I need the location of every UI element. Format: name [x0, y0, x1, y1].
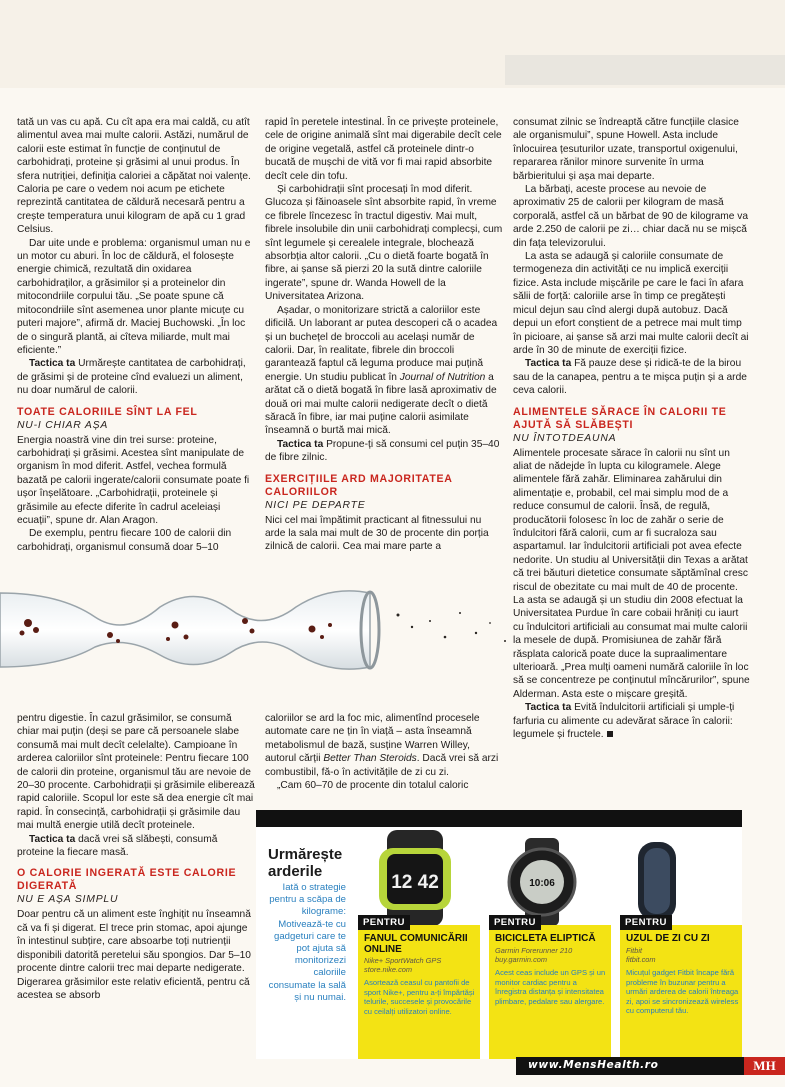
tactica-paragraph: [265, 438, 503, 465]
section-subheading: NU ÎNTOTDEAUNA: [513, 432, 617, 444]
card-body: Asortează ceasul cu pantofii de sport Nike+, pentru a-ți împărtăși telurile, succesele și provocările cu ceilalți utilizatori online.: [364, 978, 475, 1016]
section-subheading: NICI PE DEPARTE: [265, 499, 366, 511]
tactica-label: Tactica ta: [277, 438, 324, 450]
tactica-text: Propune-ți să consumi cel puțin 35–40 de fibre zilnic.: [265, 438, 500, 464]
paragraph: Dar uite unde e problema: organismul uman nu e un motor cu aburi. În loc de căldură, el folosește energie chimică, rezultată din oxidarea carbohidraților, a grăsimilor și a proteinelor din mitocondriile corpului tău. „Se poate spune că mitocondriile sînt asemenea unor plante micuțe cu puteri majore”, afirmă dr. Maciej Buchowski. „În loc de o singură plantă, ai cîteva miliarde, mult mai eficiente.”: [17, 237, 251, 356]
book-title: Better Than Steroids: [323, 753, 417, 765]
column-2: [265, 116, 503, 554]
tactica-paragraph: [17, 833, 255, 860]
garmin-watch-image: [497, 838, 587, 926]
section-heading: EXERCIȚIILE ARD MAJORITATEA CALORIILOR: [265, 472, 453, 498]
card-name: BICICLETA ELIPTICĂ: [495, 933, 596, 944]
tactica-paragraph: [513, 357, 751, 397]
tactica-label: Tactica ta: [525, 702, 572, 714]
paragraph: Alimentele procesate sărace în calorii nu sînt un aliat de nădejde în lupta cu kilogramele. Alege alimentele fără zahăr. Eliminarea zahărului din alimentație e, probabil, cel mai simplu mod de a reduce consumul de calorii. Însă, de regulă, producătorii folosesc în loc de zahăr o serie de îndulcitori fără calorii, cum ar fi sucraloza sau aspartamul. Iar îndulcitorii artificiali pot avea efecte nedorite. Un studiu al Universității din Texas a arătat că trei băuturi dietetice consumate săptămînal cresc riscul de obezitate cu mai mult de 40 de procente. La asta se adaugă și un studiu din 2008 efectuat la Universitatea Purdue în care cobaii hrăniți cu iaurt cu îndulcitori artificiali au consumat mai multe calorii la mesele de după. Promisiunea de zahăr fără răsplata calorică poate duce la supraalimentare ulterioară. „Prea mulți oameni numără caloriile în loc să se concentreze pe conținutul mîncărurilor”, spune Alderman. Asta este o mișcare greșită.: [513, 447, 750, 700]
card-tag: PENTRU: [489, 915, 541, 930]
tube-illustration: [0, 575, 520, 685]
card-body: Micuțul gadget Fitbit încape fără probleme în buzunar pentru a urmări arderea de calorii întreaga zi, apoi se sincronizează wireless cu computerul tău.: [626, 968, 739, 1015]
tactica-paragraph: [513, 701, 751, 741]
card-product: Nike+ SportWatch GPS: [364, 956, 442, 965]
paragraph: Nici cel mai împătimit practicant al fitnessului nu arde la sala mai mult de 30 de procente din porția zilnică de calorii. Cea mai mare parte a: [265, 514, 489, 553]
fitbit-image: [628, 838, 688, 924]
tactica-text: Urmărește cantitatea de carbohidrați, de grăsimi și de proteine cînd evaluezi un aliment, nu doar numărul de calorii.: [17, 358, 246, 397]
sidebar-description: Iată o strategie pentru a scăpa de kilograme: Motivează-te cu gadgeturi care te pot ajuta să monitorizezi caloriile consumate la sală și nu numai.: [268, 882, 346, 1003]
paragraph: rapid în peretele intestinal. În ce privește proteinele, cele de origine animală sînt mai digerabile decît cele de origine vegetală, astfel că proteinele dintr-o bucată de mușchi de vită vor fi mai rapid absorbite decît cele din tofu.: [265, 117, 502, 182]
tactica-text: Fă pauze dese și ridică-te de la birou sau de la canapea, pentru a te mișca puțin și a arde ceva calorii.: [513, 358, 747, 397]
column-4: [17, 712, 255, 1002]
paragraph: Energia noastră vine din trei surse: proteine, carbohidrați și grăsimi. Acestea sînt manipulate de organism în mod diferit. Astfel, vechea formulă bazată pe calorii ingerate/calorii consumate poate fi ușor înșelătoare. „Carbohidrații, proteinele și grăsimile au efecte diferite în cadrul aceleiași ecuații”, spune dr. Alan Aragon.: [17, 434, 250, 526]
section-subheading: NU E AȘA SIMPLU: [17, 894, 119, 906]
product-card-nike: [358, 917, 480, 1059]
section-heading: ALIMENTELE SĂRACE ÎN CALORII TE AJUTĂ SĂ SLĂBEȘTI: [513, 405, 727, 431]
watch-display-text: 12 42: [391, 872, 439, 893]
card-product: Fitbit: [626, 946, 643, 955]
paragraph: La asta se adaugă și caloriile consumate de termogeneza din activități ce nu implică exerciții fizice. Asta include mișcările pe care le faci în afara sălii de forță: caloriile arse în timp ce pregătești micul dejun sau cînd alergi după autobuz. Dacă depui un efort conștient de a petrece mai mult timp în picioare, ai șanse să arzi mai multe calorii decît ai arde în 30 de minute de exerciții fizice.: [513, 251, 749, 356]
paragraph: consumat zilnic se îndreaptă către funcțiile clasice ale organismului”, spune Howell. Asta include înlocuirea țesuturilor uzate, transportul oxigenului, repararea rănilor minore survenite în urma bărbieritului și așa mai departe.: [513, 117, 739, 182]
column-1: [17, 116, 255, 554]
tactica-label: Tactica ta: [29, 358, 76, 370]
paragraph: De exemplu, pentru fiecare 100 de calorii din carbohidrați, organismul consumă doar 5–10: [17, 528, 232, 553]
paragraph: Doar pentru că un aliment este înghițit nu înseamnă că va fi și digerat. El trece prin stomac, apoi ajunge în intestinul subțire, care absoarbe toți nutrienții disponibili datorită peretelui său spongios. Dar 5–10 procente dintre calorii trec mai departe nedigerate. Digerarea grăsimilor este relativ eficientă, pentru că acestea se absorb: [17, 909, 251, 1001]
card-name: UZUL DE ZI CU ZI: [626, 933, 710, 944]
sidebar-title: Urmărește arderile: [268, 846, 343, 880]
nike-watch-image: [365, 830, 465, 926]
card-body: Acest ceas include un GPS și un monitor cardiac pentru a înregistra distanța și intensitatea plimbare, pedalare sau alergare.: [495, 968, 606, 1006]
card-tag: PENTRU: [620, 915, 672, 930]
product-card-garmin: [489, 917, 611, 1059]
section-heading: TOATE CALORIILE SÎNT LA FEL: [17, 405, 198, 418]
footer-url: www.MensHealth.ro: [528, 1059, 659, 1071]
card-site: store.nike.com: [364, 965, 413, 974]
card-product: Garmin Forerunner 210: [495, 946, 573, 955]
top-strip: [505, 55, 785, 85]
tactica-label: Tactica ta: [29, 833, 76, 845]
column-5: [265, 712, 503, 792]
paragraph: [265, 712, 503, 779]
column-3: [513, 116, 751, 741]
paragraph-text: Așadar, o monitorizare strictă a caloriilor este dificilă. Un laborant ar putea descoperi că o acadea și un buchețel de broccoli au același număr de calorii. Dar, în realitate, fibrele din broccoli garantează faptul că leguma produce mai puțină energie. Un studiu publicat în: [265, 304, 498, 383]
tactica-text: Evită îndulcitorii artificiali și umple-ți farfuria cu alimente cu adevărat sărace în calorii: legumele și fructele.: [513, 702, 735, 741]
product-card-fitbit: [620, 917, 742, 1059]
tactica-label: Tactica ta: [525, 358, 572, 370]
paragraph-text: caloriilor se ard la foc mic, alimentînd procesele automate care ne țin în viață – asta înseamnă metabolismul de bază, susține Warren Willey, autorul cărții: [265, 713, 480, 765]
end-mark-icon: [607, 731, 613, 737]
paragraph-text: . Dacă vrei să arzi combustibil, fă-o în activitățile de zi cu zi.: [265, 753, 499, 778]
journal-title: Journal of Nutrition: [399, 371, 486, 383]
paragraph: [265, 304, 503, 438]
watch-display-text: 10:06: [529, 878, 555, 889]
card-name: FANUL COMUNICĂRII ONLINE: [364, 933, 468, 955]
sidebar-top-bar: [256, 810, 742, 827]
section-subheading: NU-I CHIAR AȘA: [17, 419, 109, 431]
paragraph: pentru digestie. În cazul grăsimilor, se consumă chiar mai puțin (deși se pare că persoanele slabe consumă mai mult decît celelalte). Campioane în arderea caloriilor sînt proteinele: Pentru fiecare 100 de calorii din proteine, organismul tău are nevoie de 20–30 procente. Carbohidrații și grăsimile eliberează rapid caloriile. Scopul lor este să dea energie cît mai rapid. În consecință, carbohidrații și grăsimile dau mai multă energie utilă decît proteinele.: [17, 713, 255, 832]
tactica-paragraph: [17, 357, 255, 397]
card-site: fitbit.com: [626, 955, 656, 964]
paragraph-text: a arătat că o dietă bogată în fibre lasă aproximativ de două ori mai multe calorii nedigerate decît o dietă săracă în fibre, iar mai puține calorii asimilate înseamnă o burtă mai mică.: [265, 371, 497, 437]
paragraph: Și carbohidrații sînt procesați în mod diferit. Glucoza și făinoasele sînt absorbite rapid, în vreme ce fibrele lîncezesc în tractul digestiv. Mai mult, fibrele insolubile din unii carbohidrați complecși, cum sînt legumele și cerealele integrale, blochează absorbția altor calorii. „Cu o dietă foarte bogată în fibre, ai șanse să pierzi 20 la sută dintre caloriile ingerate”, spune dr. Wanda Howell de la Universitatea Arizona.: [265, 184, 503, 303]
paragraph: La bărbați, aceste procese au nevoie de aproximativ 25 de calorii per kilogram de masă corporală, astfel că un bărbat de 90 de kilograme va arde 2.250 de calorii pe zi… chiar dacă nu se mișcă din fața televizorului.: [513, 184, 749, 249]
card-site: buy.garmin.com: [495, 955, 548, 964]
section-heading: O CALORIE INGERATĂ ESTE CALORIE DIGERATĂ: [17, 867, 237, 893]
mh-logo: MH: [744, 1057, 785, 1075]
paragraph: „Cam 60–70 de procente din totalul caloric: [277, 780, 469, 792]
paragraph: tată un vas cu apă. Cu cît apa era mai caldă, cu atît alimentul avea mai multe calorii. Astăzi, numărul de calorii este estimat în funcție de conținutul de carbohidrați, proteine și grăsimi al unui produs. În sfera nutriției, definiția caloriei a căpătat noi valențe. Caloria pe care o vedem noi acum pe etichete reprezintă cantitatea de căldură necesară pentru a crește temperatura unui kilogram de apă cu 1 grad Celsius.: [17, 117, 251, 236]
spray-particles: [397, 612, 507, 642]
tactica-text: dacă vrei să slăbești, consumă proteine la fiecare masă.: [17, 833, 218, 859]
card-tag: PENTRU: [358, 915, 410, 930]
